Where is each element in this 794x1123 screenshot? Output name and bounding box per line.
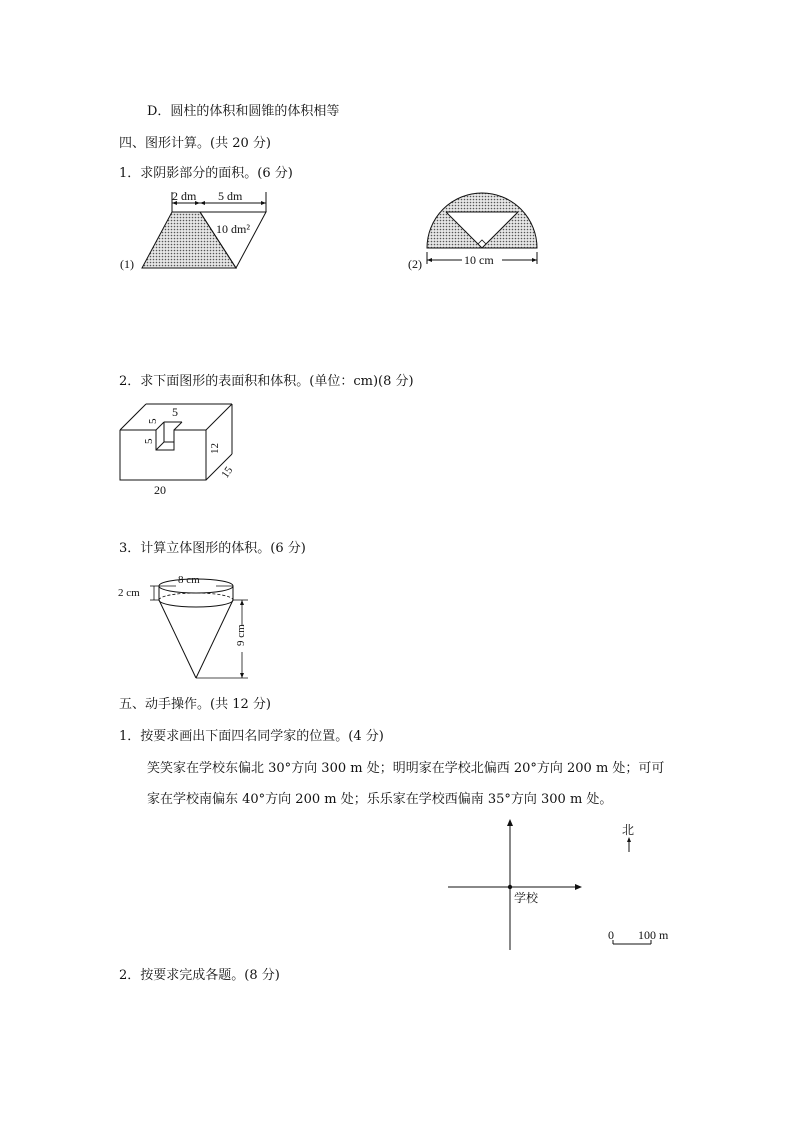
scale-zero-label: 0 [608, 928, 614, 942]
question-3: 3．计算立体图形的体积。(6 分) [119, 541, 306, 556]
fig2-number-label: (2) [408, 257, 422, 271]
option-d: D．圆柱的体积和圆锥的体积相等 [147, 104, 340, 119]
figure-semicircle [400, 186, 550, 276]
fig4-cone-height-label: 9 cm [235, 624, 247, 646]
fig4-diameter-label: 8 cm [178, 574, 200, 586]
north-arrow-icon [627, 837, 631, 842]
map-diagram [440, 814, 690, 954]
question-5-2: 2．按要求完成各题。(8 分) [119, 968, 280, 983]
fig3-depth-label: 15 [219, 464, 236, 481]
section-5-heading: 五、动手操作。(共 12 分) [119, 697, 271, 712]
fig3-notch-side-label: 5 [147, 418, 159, 424]
fig1-area-label: 10 dm² [216, 222, 250, 236]
fig1-number-label: (1) [120, 257, 134, 271]
figure-cuboid-notch [110, 398, 250, 498]
figure-cylinder-cone [110, 566, 260, 684]
section-4-heading: 四、图形计算。(共 20 分) [119, 136, 271, 151]
school-label: 学校 [514, 891, 539, 905]
question-5-1-body-line2: 家在学校南偏东 40°方向 200 m 处；乐乐家在学校西偏南 35°方向 300 m 处。 [147, 792, 613, 807]
figure-parallelogram [110, 186, 280, 276]
fig1-top-left-label: 2 dm [172, 189, 197, 203]
fig1-top-right-label: 5 dm [218, 189, 243, 203]
fig4-cylinder-height-label: 2 cm [118, 587, 140, 599]
fig3-length-label: 20 [154, 483, 166, 497]
fig2-diameter-label: 10 cm [464, 253, 494, 267]
school-point [508, 885, 512, 889]
fig3-top-label: 5 [172, 405, 178, 419]
question-1: 1．求阴影部分的面积。(6 分) [119, 166, 293, 181]
question-2: 2．求下面图形的表面积和体积。(单位：cm)(8 分) [119, 374, 414, 389]
scale-length-label: 100 m [638, 928, 669, 942]
fig3-height-label: 12 [209, 443, 221, 454]
north-label: 北 [622, 823, 635, 837]
question-5-1-body-line1: 笑笑家在学校东偏北 30°方向 300 m 处；明明家在学校北偏西 20°方向 200 m 处；可可 [147, 761, 665, 776]
question-5-1: 1．按要求画出下面四名同学家的位置。(4 分) [119, 729, 384, 744]
fig3-notch-height-label: 5 [143, 438, 155, 444]
